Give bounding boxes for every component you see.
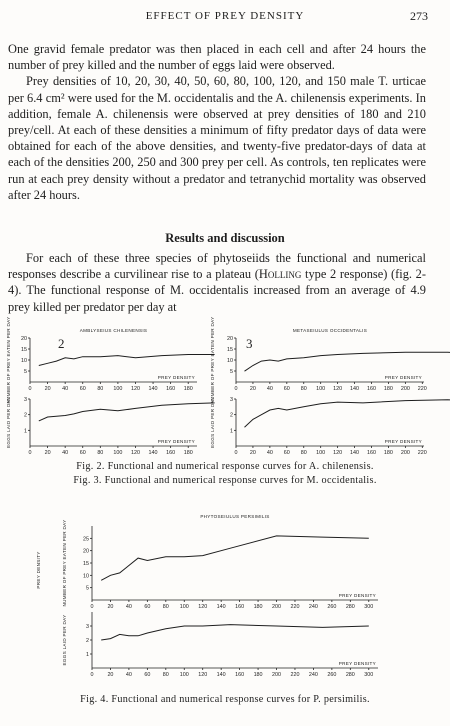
ytick-label-0-1-1: 2 (24, 412, 27, 419)
ytick-label-2-1-0: 3 (86, 624, 89, 630)
xtick-label-2-0-9: 180 (253, 604, 263, 610)
xtick-label-1-0-7: 140 (350, 386, 360, 392)
xtick-label-1-1-4: 80 (300, 450, 307, 456)
ytick-label-1-0-2: 10 (227, 358, 233, 364)
xtick-label-2-0-14: 280 (345, 604, 355, 610)
ytick-label-0-0-0: 20 (21, 336, 27, 342)
xtick-label-2-0-3: 60 (144, 604, 151, 610)
ylabel-0-1: EGGS LAID PER DAY (6, 397, 11, 448)
xtick-label-1-1-9: 180 (383, 450, 393, 456)
xtick-label-1-0-5: 100 (316, 386, 326, 392)
xtick-label-1-0-1: 20 (249, 386, 256, 392)
xtick-label-2-0-1: 20 (107, 604, 114, 610)
xtick-label-2-1-11: 220 (290, 672, 300, 678)
xtick-label-2-0-6: 120 (198, 604, 208, 610)
xtick-label-0-1-6: 120 (130, 450, 140, 456)
xtick-label-1-0-4: 80 (300, 386, 307, 392)
series-line-2-0 (101, 536, 369, 580)
citation: Holling (258, 267, 302, 282)
page-number: 273 (410, 9, 428, 23)
ytick-label-2-1-2: 1 (86, 652, 89, 658)
xtick-label-0-1-4: 80 (97, 450, 104, 456)
xtick-label-1-1-0: 0 (234, 450, 238, 456)
xtick-label-2-1-4: 80 (162, 672, 169, 678)
figure-4 (0, 508, 450, 683)
chart-title-0: AMBLYSEIUS CHILENENSIS (79, 328, 148, 333)
xlabel-2-1: PREY DENSITY (338, 661, 376, 666)
caption-fig4: Fig. 4. Functional and numerical response curves for P. persimilis. (80, 694, 370, 705)
xtick-label-0-1-9: 180 (183, 450, 193, 456)
xtick-label-0-1-2: 40 (62, 450, 69, 456)
xtick-label-1-1-11: 220 (417, 450, 427, 456)
xtick-label-2-1-1: 20 (107, 672, 114, 678)
chart-title-2: PHYTOSEIULUS PERSIMILIS (200, 514, 270, 519)
xtick-label-1-1-3: 60 (283, 450, 290, 456)
xtick-label-0-0-8: 160 (166, 386, 176, 392)
xtick-label-1-1-6: 120 (333, 450, 343, 456)
section-heading: Results and discussion (165, 231, 285, 245)
xtick-label-1-1-7: 140 (350, 450, 360, 456)
xtick-label-2-1-9: 180 (253, 672, 263, 678)
series-line-0-0 (39, 355, 215, 366)
xtick-label-0-0-0: 0 (28, 386, 32, 392)
paragraph-1: One gravid female predator was then placed in each cell and after 24 hours the number of prey killed and the number of eggs laid were observed. (8, 42, 426, 73)
ytick-label-1-1-0: 3 (230, 397, 233, 403)
ytick-label-0-0-1: 15 (21, 347, 27, 353)
xtick-label-0-1-0: 0 (28, 450, 32, 456)
ylabel-2-0: NUMBER OF PREY EATEN PER DAY (62, 519, 67, 607)
figure-number-1: 3 (246, 336, 253, 351)
xtick-label-2-1-0: 0 (90, 672, 94, 678)
ytick-label-0-0-2: 10 (21, 358, 27, 364)
xtick-label-1-1-10: 200 (400, 450, 410, 456)
ytick-label-0-1-0: 3 (24, 397, 27, 403)
xlabel-2-0: PREY DENSITY (338, 593, 376, 598)
xtick-label-1-0-9: 180 (383, 386, 393, 392)
xtick-label-0-0-5: 100 (113, 386, 123, 392)
xtick-label-2-1-6: 120 (198, 672, 208, 678)
running-header (0, 8, 450, 24)
ylabel-1-1: EGGS LAID PER DAY (210, 397, 215, 448)
ytick-label-1-1-1: 2 (230, 412, 233, 419)
ylabel-2-1: EGGS LAID PER DAY (62, 614, 67, 666)
paragraph-2: Prey densities of 10, 20, 30, 40, 50, 60, 80, 100, 120, and 150 male T. urticae per 6.4 cm² were used for the M. occidentalis and the A. chilenensis experiments. In addition, female A. chilenensis were observed at prey densities of 180 and 210 prey/cell. At each of these densities a minimum of fifty predator days of data were obtained for each of the above densities, and twenty-five predator-days of data at each of the densities 200, 250 and 300 prey per cell. As controls, ten replicates were run at each prey density without a predator and tetranychid mortality was observed after 24 hours. (8, 74, 426, 202)
xtick-label-0-1-3: 60 (79, 450, 86, 456)
figure-number-0: 2 (58, 336, 65, 351)
ytick-label-2-0-0: 25 (83, 536, 89, 543)
xlabel-1-1: PREY DENSITY (384, 439, 422, 444)
xtick-label-2-0-10: 200 (272, 604, 282, 610)
xtick-label-2-0-4: 80 (162, 604, 169, 610)
xtick-label-0-0-1: 20 (44, 386, 51, 392)
figures-2-3 (0, 316, 450, 462)
xtick-label-2-1-2: 40 (125, 672, 132, 678)
xtick-label-2-0-2: 40 (125, 604, 132, 610)
ytick-label-2-1-1: 2 (86, 638, 89, 644)
xtick-label-2-1-3: 60 (144, 672, 151, 678)
xlabel-1-0: PREY DENSITY (384, 375, 422, 380)
xtick-label-2-1-7: 140 (216, 672, 226, 678)
ytick-label-1-0-0: 20 (227, 336, 233, 342)
xtick-label-0-0-2: 40 (62, 386, 69, 392)
xtick-label-1-0-6: 120 (333, 386, 343, 392)
xtick-label-1-0-10: 200 (400, 386, 410, 392)
series-line-1-1 (245, 400, 450, 427)
xtick-label-2-1-5: 100 (179, 672, 189, 678)
xtick-label-2-0-0: 0 (90, 604, 94, 610)
ytick-label-0-1-2: 1 (24, 428, 27, 435)
xtick-label-0-0-4: 80 (97, 386, 104, 392)
xtick-label-1-1-1: 20 (249, 450, 256, 456)
xtick-label-1-1-5: 100 (316, 450, 326, 456)
xtick-label-0-1-1: 20 (44, 450, 51, 456)
xtick-label-1-0-8: 160 (366, 386, 376, 392)
xtick-label-0-0-3: 60 (79, 386, 86, 392)
xtick-label-2-1-10: 200 (272, 672, 282, 678)
xtick-label-2-0-11: 220 (290, 604, 300, 610)
results-text (8, 250, 426, 315)
xtick-label-2-1-15: 300 (364, 672, 374, 678)
xtick-label-0-0-6: 120 (130, 386, 140, 392)
ytick-label-2-0-1: 20 (83, 548, 89, 555)
xtick-label-1-0-3: 60 (283, 386, 290, 392)
xtick-label-2-0-13: 260 (327, 604, 337, 610)
side-label: PREY DENSITY (36, 551, 41, 589)
ytick-label-1-1-2: 1 (230, 428, 233, 435)
xtick-label-0-0-7: 140 (148, 386, 158, 392)
chart-title-1: METASEIULUS OCCIDENTALIS (292, 328, 368, 333)
xtick-label-2-0-7: 140 (216, 604, 226, 610)
xtick-label-0-1-7: 140 (148, 450, 158, 456)
ytick-label-2-0-4: 5 (86, 585, 89, 592)
body-text (8, 41, 426, 203)
ytick-label-1-0-1: 15 (227, 347, 233, 353)
ylabel-1-0: NUMBER OF PREY EATEN PER DAY (210, 316, 215, 404)
xtick-label-1-0-11: 220 (417, 386, 427, 392)
xtick-label-2-1-12: 240 (308, 672, 318, 678)
xtick-label-2-1-14: 280 (345, 672, 355, 678)
xtick-label-2-0-8: 160 (235, 604, 245, 610)
results-part-2: type 2 response) (fig. 2-4). The functional response of M. occidentalis increased from an average of 4.9 prey killed per predator per day at (8, 267, 426, 314)
xlabel-0-1: PREY DENSITY (157, 439, 195, 444)
xtick-label-2-1-8: 160 (235, 672, 245, 678)
xtick-label-0-0-9: 180 (183, 386, 193, 392)
series-line-2-1 (101, 625, 369, 640)
xtick-label-2-0-15: 300 (364, 604, 374, 610)
series-line-0-1 (39, 403, 215, 421)
xtick-label-2-0-12: 240 (308, 604, 318, 610)
xtick-label-0-1-5: 100 (113, 450, 123, 456)
series-line-1-0 (245, 352, 450, 371)
xtick-label-1-1-8: 160 (366, 450, 376, 456)
xtick-label-2-1-13: 260 (327, 672, 337, 678)
ytick-label-2-0-3: 10 (83, 573, 89, 580)
paragraph-results (8, 250, 426, 315)
axis-2-1 (92, 612, 378, 668)
caption-fig3: Fig. 3. Functional and numerical response curves for M. occidentalis. (73, 475, 377, 486)
results-part-1: For each of these three species of phytoseiids the functional and numerical responses describe a curvilinear rise to a plateau ( (8, 251, 426, 282)
ytick-label-1-0-3: 5 (230, 369, 233, 375)
caption-fig2: Fig. 2. Functional and numerical response curves for A. chilenensis. (76, 461, 374, 472)
ytick-label-2-0-2: 15 (83, 561, 89, 567)
xtick-label-1-1-2: 40 (266, 450, 273, 456)
xtick-label-0-1-8: 160 (166, 450, 176, 456)
ytick-label-0-0-3: 5 (24, 369, 27, 375)
xtick-label-1-0-0: 0 (234, 386, 238, 392)
running-title: EFFECT OF PREY DENSITY (145, 10, 305, 22)
xtick-label-1-0-2: 40 (266, 386, 273, 392)
xlabel-0-0: PREY DENSITY (157, 375, 195, 380)
xtick-label-2-0-5: 100 (179, 604, 189, 610)
ylabel-0-0: NUMBER OF PREY EATEN PER DAY (6, 316, 11, 404)
